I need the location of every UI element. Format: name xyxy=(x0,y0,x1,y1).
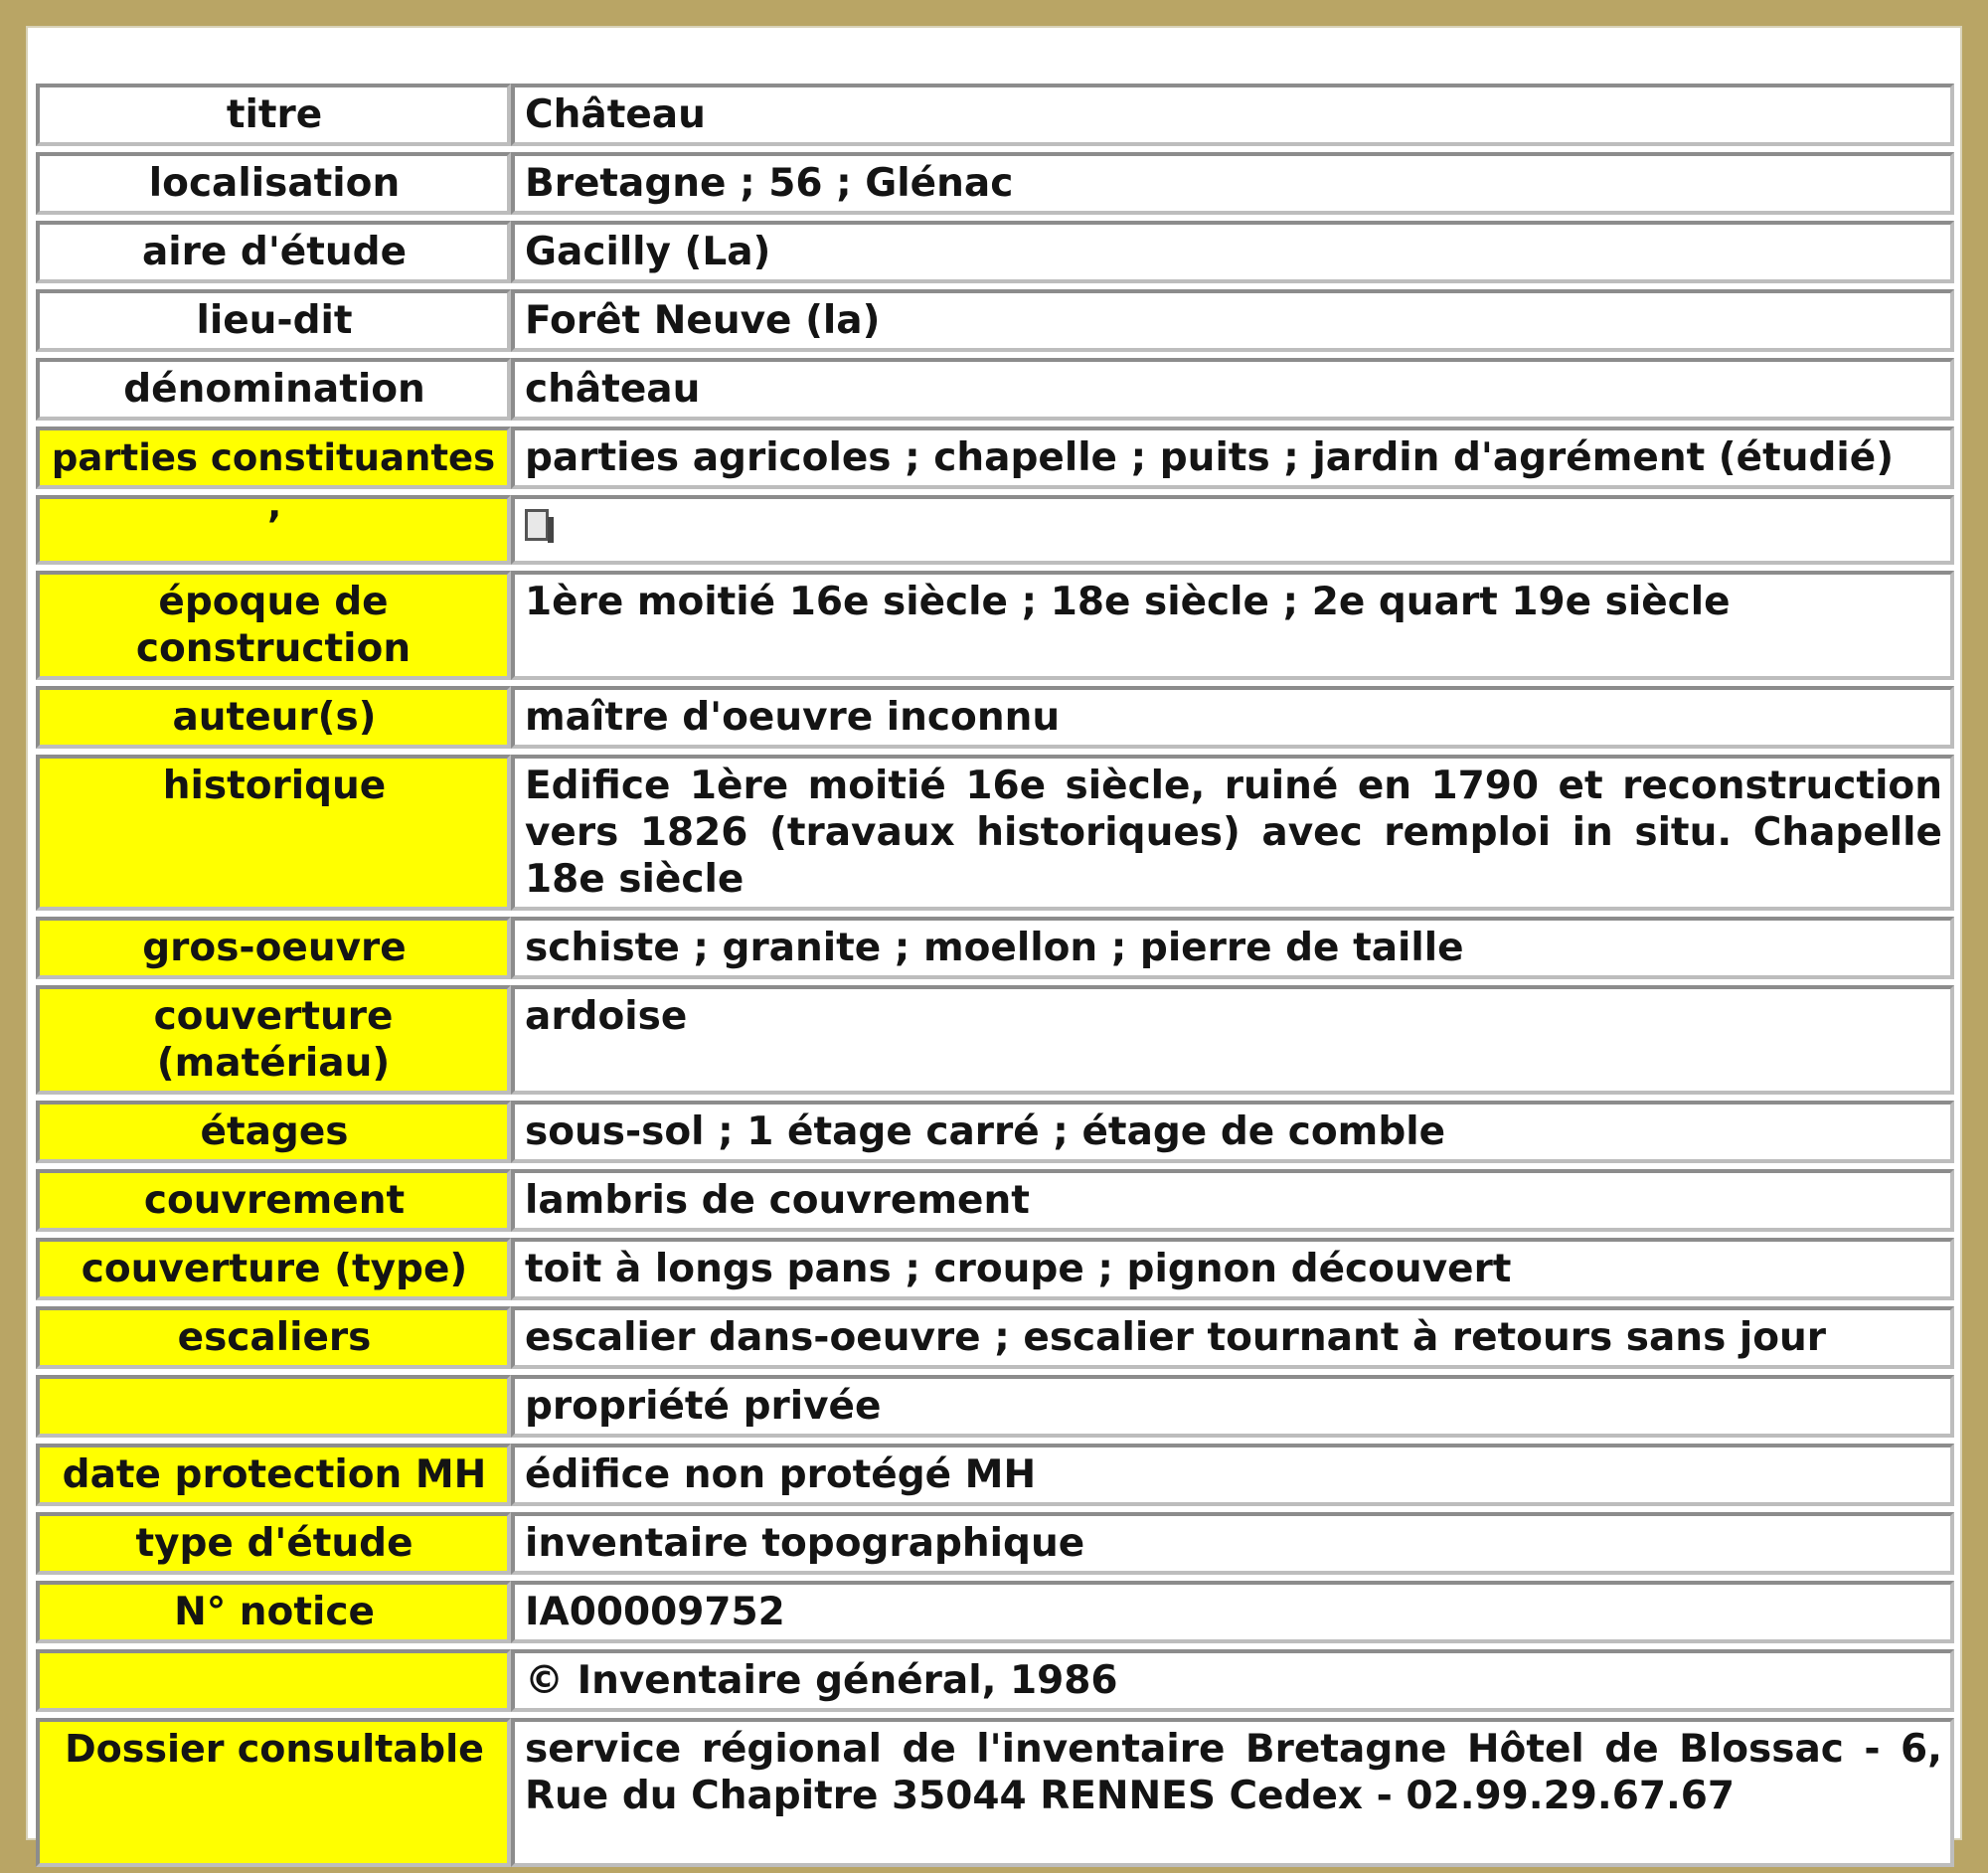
label-denomination: dénomination xyxy=(36,358,511,421)
row-titre xyxy=(36,84,1954,146)
label-aire-etude: aire d'étude xyxy=(36,221,511,283)
value-date-protection: édifice non protégé MH xyxy=(511,1444,1954,1506)
row-etages xyxy=(36,1101,1954,1163)
label-type-etude: type d'étude xyxy=(36,1512,511,1575)
row-aire-etude xyxy=(36,221,1954,283)
row-escaliers xyxy=(36,1306,1954,1369)
label-image: ’ xyxy=(36,495,511,565)
label-lieu-dit: lieu-dit xyxy=(36,289,511,352)
row-epoque-construction xyxy=(36,571,1954,680)
value-denomination: château xyxy=(511,358,1954,421)
value-titre: Château xyxy=(511,84,1954,146)
label-parties-constituantes: parties constituantes xyxy=(36,426,511,489)
value-type-etude: inventaire topographique xyxy=(511,1512,1954,1575)
value-parties-constituantes: parties agricoles ; chapelle ; puits ; jardin d'agrément (étudié) xyxy=(511,426,1954,489)
value-image xyxy=(511,495,1954,565)
label-dossier-consultable: Dossier consultable xyxy=(36,1718,511,1867)
row-couverture-materiau xyxy=(36,985,1954,1095)
value-aire-etude: Gacilly (La) xyxy=(511,221,1954,283)
row-type-etude xyxy=(36,1512,1954,1575)
row-dossier-consultable xyxy=(36,1718,1954,1867)
value-couverture-materiau: ardoise xyxy=(511,985,1954,1095)
value-localisation: Bretagne ; 56 ; Glénac xyxy=(511,152,1954,215)
row-denomination xyxy=(36,358,1954,421)
value-etages: sous-sol ; 1 étage carré ; étage de comble xyxy=(511,1101,1954,1163)
label-historique: historique xyxy=(36,755,511,911)
value-couverture-type: toit à longs pans ; croupe ; pignon découvert xyxy=(511,1238,1954,1300)
notice-table xyxy=(36,78,1954,1873)
value-gros-oeuvre: schiste ; granite ; moellon ; pierre de taille xyxy=(511,917,1954,979)
row-date-protection xyxy=(36,1444,1954,1506)
value-epoque-construction: 1ère moitié 16e siècle ; 18e siècle ; 2e quart 19e siècle xyxy=(511,571,1954,680)
value-escaliers: escalier dans-oeuvre ; escalier tournant à retours sans jour xyxy=(511,1306,1954,1369)
row-auteurs xyxy=(36,686,1954,749)
row-parties-constituantes xyxy=(36,426,1954,489)
label-localisation: localisation xyxy=(36,152,511,215)
label-numero-notice: N° notice xyxy=(36,1581,511,1643)
value-auteurs: maître d'oeuvre inconnu xyxy=(511,686,1954,749)
label-statut-juridique xyxy=(36,1375,511,1438)
value-historique: Edifice 1ère moitié 16e siècle, ruiné en 1790 et reconstruction vers 1826 (travaux historiques) avec remploi in situ. Chapelle 18e siècle xyxy=(511,755,1954,911)
label-couverture-materiau: couverture (matériau) xyxy=(36,985,511,1095)
row-statut-juridique xyxy=(36,1375,1954,1438)
label-titre: titre xyxy=(36,84,511,146)
label-couvrement: couvrement xyxy=(36,1169,511,1232)
row-historique xyxy=(36,755,1954,911)
value-couvrement: lambris de couvrement xyxy=(511,1169,1954,1232)
label-auteurs: auteur(s) xyxy=(36,686,511,749)
value-statut-juridique: propriété privée xyxy=(511,1375,1954,1438)
row-numero-notice xyxy=(36,1581,1954,1643)
row-lieu-dit xyxy=(36,289,1954,352)
row-localisation xyxy=(36,152,1954,215)
row-couvrement xyxy=(36,1169,1954,1232)
label-escaliers: escaliers xyxy=(36,1306,511,1369)
notice-frame xyxy=(26,26,1962,1840)
label-date-protection: date protection MH xyxy=(36,1444,511,1506)
row-image xyxy=(36,495,1954,565)
value-lieu-dit: Forêt Neuve (la) xyxy=(511,289,1954,352)
value-dossier-consultable: service régional de l'inventaire Bretagne Hôtel de Blossac - 6, Rue du Chapitre 35044 RENNES Cedex - 02.99.29.67.67 xyxy=(511,1718,1954,1867)
label-copyright xyxy=(36,1649,511,1712)
row-gros-oeuvre xyxy=(36,917,1954,979)
value-copyright: © Inventaire général, 1986 xyxy=(511,1649,1954,1712)
label-gros-oeuvre: gros-oeuvre xyxy=(36,917,511,979)
label-couverture-type: couverture (type) xyxy=(36,1238,511,1300)
row-copyright xyxy=(36,1649,1954,1712)
label-epoque-construction: époque de construction xyxy=(36,571,511,680)
label-etages: étages xyxy=(36,1101,511,1163)
row-couverture-type xyxy=(36,1238,1954,1300)
document-icon[interactable] xyxy=(525,509,549,541)
value-numero-notice: IA00009752 xyxy=(511,1581,1954,1643)
